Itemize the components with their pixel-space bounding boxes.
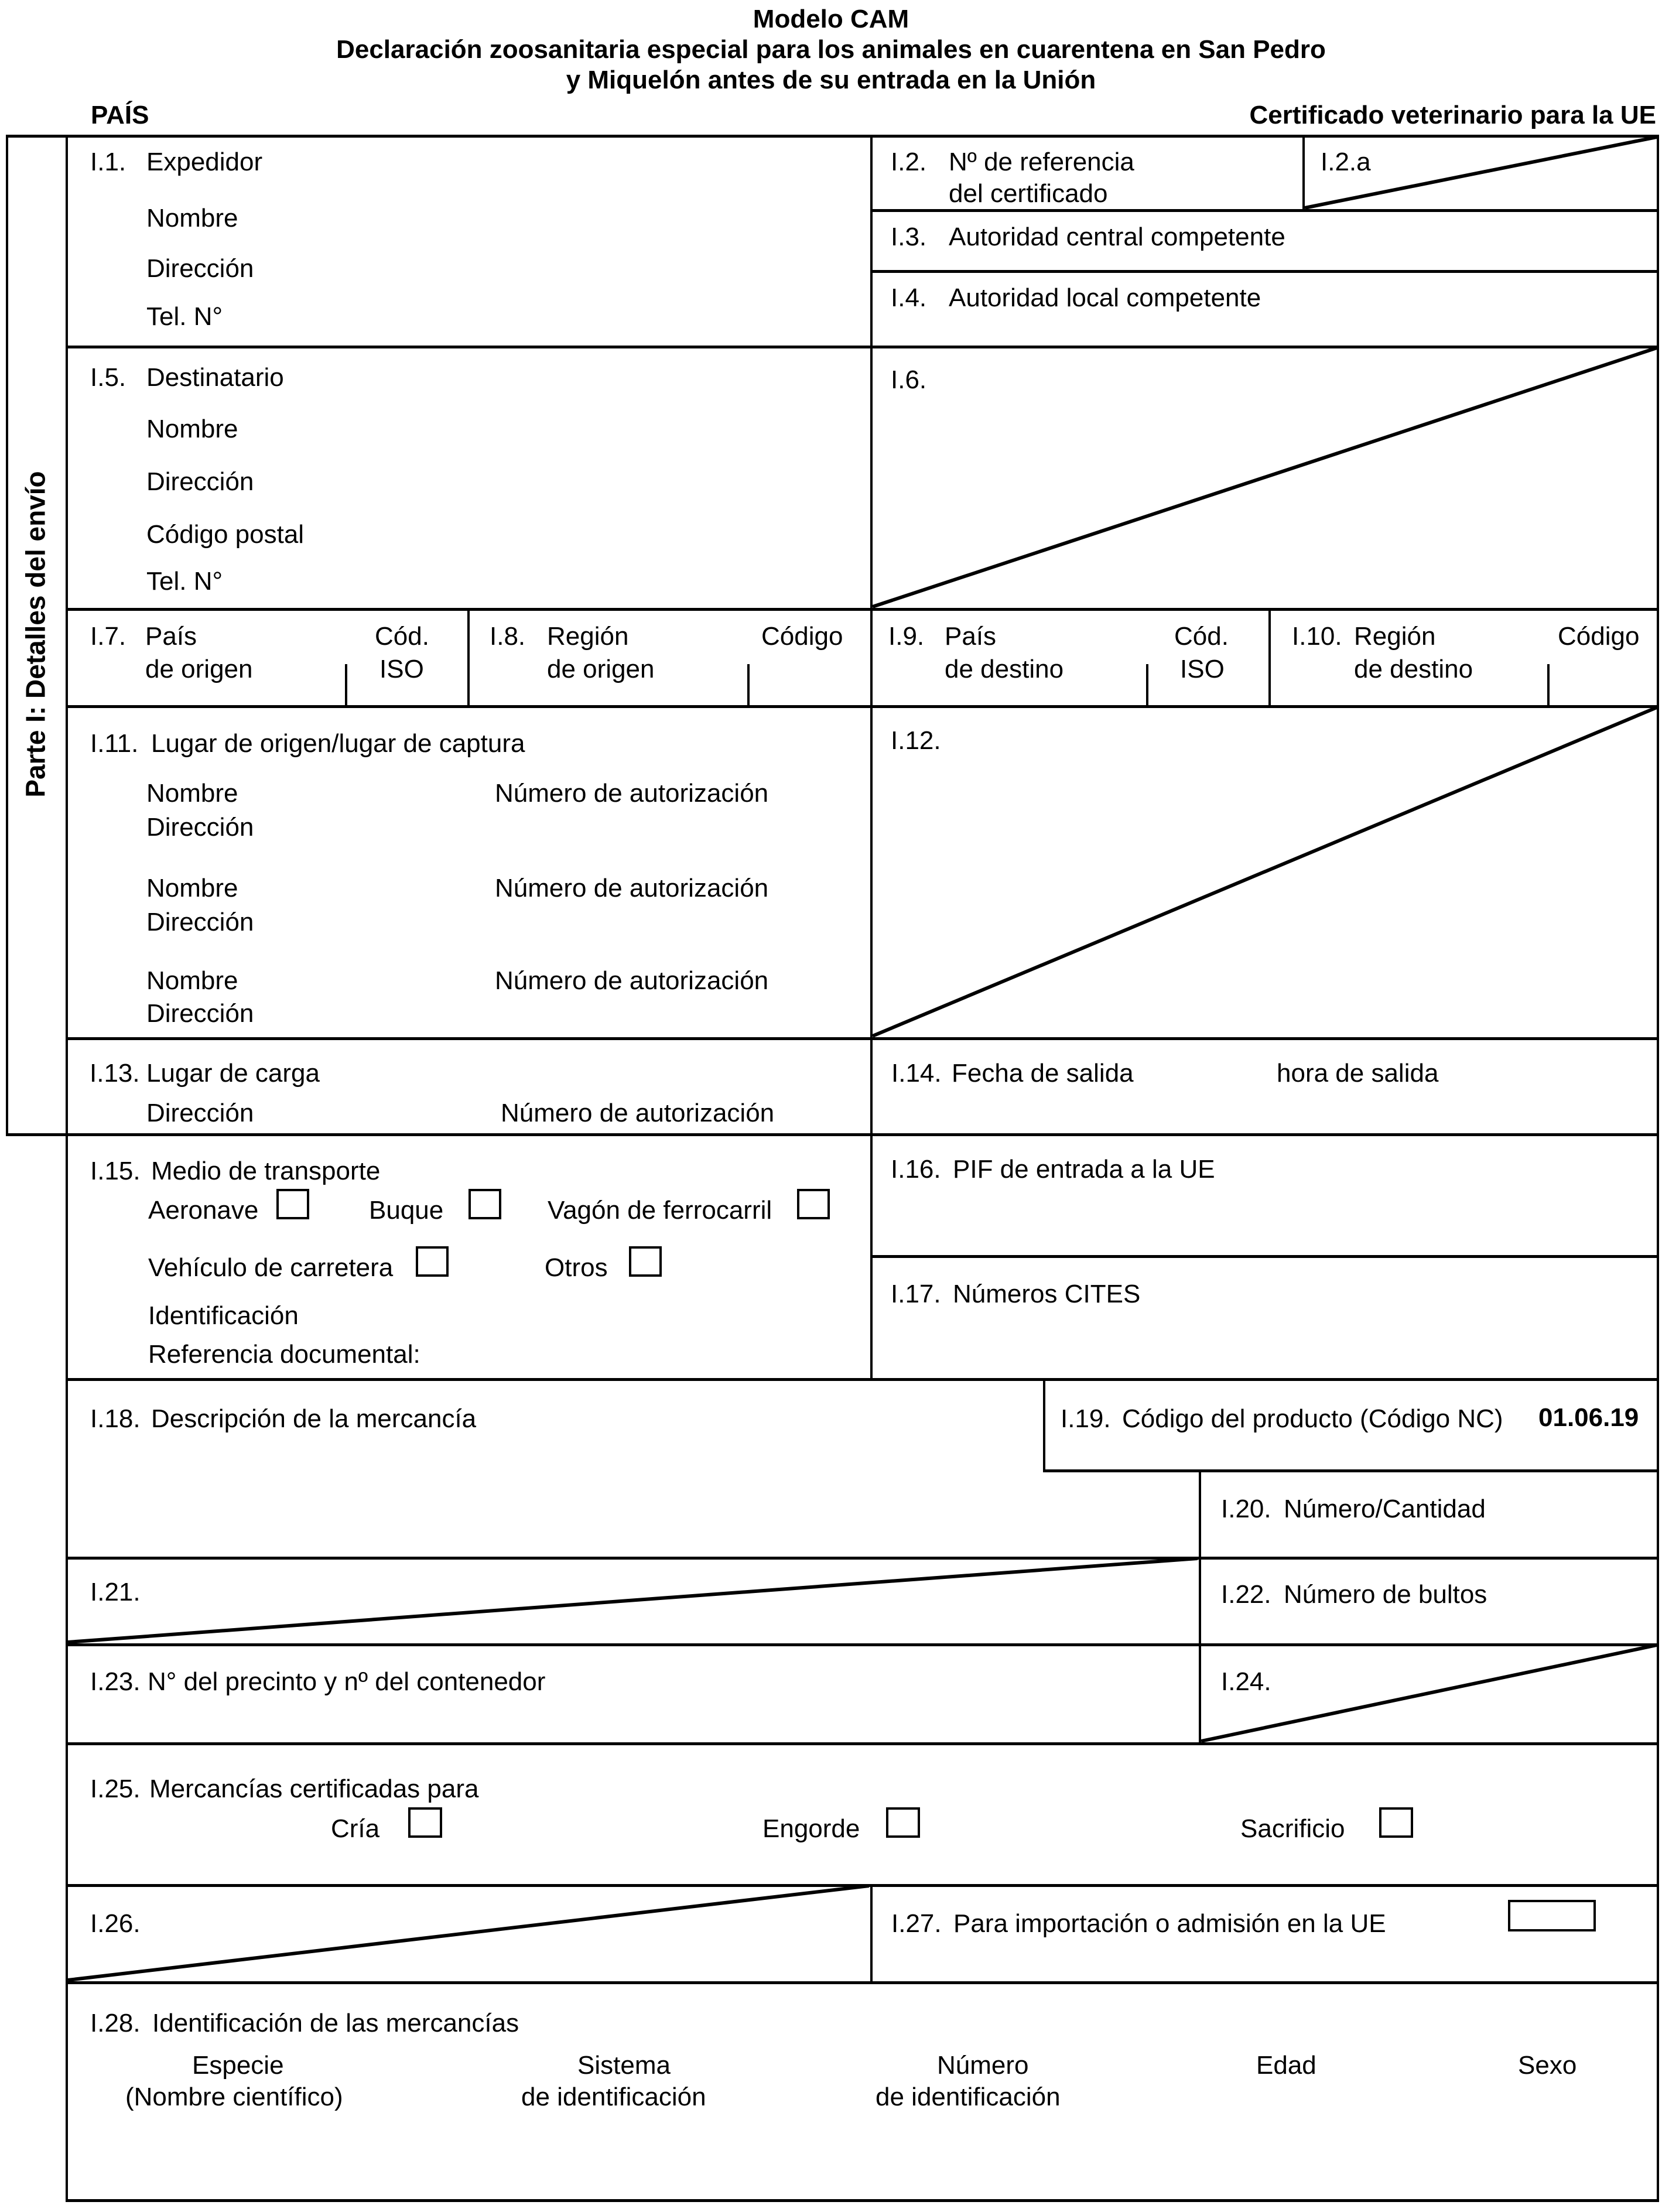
field-i13-number: I.13. — [90, 1059, 140, 1088]
field-i9-code-line2: ISO — [1180, 655, 1225, 683]
road-vehicle-label: Vehículo de carretera — [148, 1253, 394, 1282]
slaughter-label: Sacrificio — [1240, 1814, 1345, 1843]
field-i21-number: I.21. — [90, 1578, 141, 1606]
field-i7-label-line1: País — [145, 622, 197, 651]
other-label: Otros — [545, 1253, 608, 1282]
field-i5-label: Destinatario — [146, 363, 284, 392]
field-i1-address-label: Dirección — [146, 254, 254, 283]
fattening-checkbox[interactable] — [886, 1807, 920, 1838]
field-i13-address-label: Dirección — [146, 1099, 254, 1127]
form-model-title: Modelo CAM — [753, 5, 909, 33]
field-i16-number: I.16. — [891, 1155, 941, 1184]
field-i28-number: I.28. — [90, 2009, 141, 2037]
breeding-label: Cría — [331, 1814, 380, 1843]
field-i10-number: I.10. — [1292, 622, 1342, 651]
field-i11-label: Lugar de origen/lugar de captura — [151, 729, 525, 758]
field-i3-number: I.3. — [891, 223, 927, 251]
field-i8-code-label: Código — [761, 622, 843, 651]
breeding-checkbox[interactable] — [408, 1807, 442, 1838]
field-i10-label-line1: Región — [1354, 622, 1436, 651]
field-i8-label-line1: Región — [547, 622, 629, 651]
field-i4-label: Autoridad local competente — [949, 283, 1261, 312]
field-i11-name2-label: Nombre — [146, 874, 238, 902]
col-species-line2: (Nombre científico) — [125, 2083, 343, 2111]
railway-label: Vagón de ferrocarril — [548, 1196, 772, 1225]
certificate-label: Certificado veterinario para la UE — [1249, 101, 1656, 129]
field-i19-number: I.19. — [1061, 1404, 1111, 1433]
field-i10-label-line2: de destino — [1354, 655, 1473, 683]
field-i23-label: N° del precinto y nº del contenedor — [148, 1667, 546, 1696]
col-system-line2: de identificación — [521, 2083, 706, 2111]
ship-label: Buque — [369, 1196, 444, 1225]
col-number-line2: de identificación — [876, 2083, 1061, 2111]
col-system-line1: Sistema — [577, 2051, 671, 2080]
col-age-label: Edad — [1256, 2051, 1316, 2080]
field-i19-value: 01.06.19 — [1538, 1403, 1639, 1432]
field-i4-number: I.4. — [891, 283, 927, 312]
field-i8-label-line2: de origen — [547, 655, 655, 683]
field-i7-code-line1: Cód. — [375, 622, 429, 651]
col-sex-label: Sexo — [1518, 2051, 1577, 2080]
field-i5-name-label: Nombre — [146, 415, 238, 443]
ship-checkbox[interactable] — [468, 1189, 501, 1219]
field-i15-number: I.15. — [90, 1157, 141, 1185]
field-i27-number: I.27. — [891, 1909, 942, 1938]
field-i18-number: I.18. — [90, 1404, 141, 1433]
country-label: PAÍS — [91, 101, 149, 129]
field-i17-number: I.17. — [891, 1280, 941, 1308]
field-i17-label: Números CITES — [953, 1280, 1141, 1308]
road-vehicle-checkbox[interactable] — [416, 1246, 449, 1277]
field-i1-number: I.1. — [90, 148, 126, 176]
field-i11-auth1-label: Número de autorización — [495, 779, 769, 808]
slaughter-checkbox[interactable] — [1379, 1807, 1413, 1838]
col-species-line1: Especie — [192, 2051, 284, 2080]
field-i11-name3-label: Nombre — [146, 966, 238, 995]
field-i5-postal-label: Código postal — [146, 520, 305, 549]
diagonal-i21 — [68, 1558, 1198, 1642]
field-i5-number: I.5. — [90, 363, 126, 392]
field-i25-number: I.25. — [90, 1775, 141, 1803]
field-i9-label-line2: de destino — [945, 655, 1064, 683]
field-i11-address2-label: Dirección — [146, 908, 254, 936]
fattening-label: Engorde — [762, 1814, 860, 1843]
field-i15-label: Medio de transporte — [151, 1157, 381, 1185]
field-i14-number: I.14. — [891, 1059, 942, 1088]
field-i28-label: Identificación de las mercancías — [152, 2009, 519, 2037]
field-i11-auth2-label: Número de autorización — [495, 874, 769, 902]
field-i11-name1-label: Nombre — [146, 779, 238, 808]
field-i5-address-label: Dirección — [146, 467, 254, 496]
diagonal-i26 — [68, 1886, 869, 1980]
aircraft-checkbox[interactable] — [276, 1189, 309, 1219]
field-i8-number: I.8. — [490, 622, 526, 651]
field-i13-label: Lugar de carga — [146, 1059, 320, 1088]
field-i23-number: I.23. — [90, 1667, 141, 1696]
field-i2-number: I.2. — [891, 148, 927, 176]
field-i2a-number: I.2.a — [1321, 148, 1371, 176]
field-i10-code-label: Código — [1558, 622, 1640, 651]
field-i14-label2: hora de salida — [1277, 1059, 1439, 1088]
field-i11-address3-label: Dirección — [146, 999, 254, 1028]
field-i2-label-line1: Nº de referencia — [949, 148, 1134, 176]
field-i5-tel-label: Tel. N° — [146, 567, 223, 596]
field-i7-number: I.7. — [90, 622, 126, 651]
field-i7-label-line2: de origen — [145, 655, 253, 683]
field-i14-label: Fecha de salida — [952, 1059, 1134, 1088]
field-i11-auth3-label: Número de autorización — [495, 966, 769, 995]
import-admission-checkbox[interactable] — [1508, 1900, 1596, 1931]
field-i24-number: I.24. — [1221, 1667, 1271, 1696]
form-title-line1: Declaración zoosanitaria especial para los animales en cuarentena en San Pedro — [336, 35, 1326, 64]
field-i1-name-label: Nombre — [146, 204, 238, 233]
field-i18-label: Descripción de la mercancía — [151, 1404, 477, 1433]
diagonal-i12 — [873, 707, 1657, 1036]
field-i9-label-line1: País — [945, 622, 997, 651]
field-i6-number: I.6. — [891, 365, 927, 394]
diagonal-i6 — [873, 348, 1657, 607]
identification-label: Identificación — [148, 1301, 299, 1330]
aircraft-label: Aeronave — [148, 1196, 259, 1225]
field-i26-number: I.26. — [90, 1909, 141, 1938]
field-i25-label: Mercancías certificadas para — [149, 1775, 479, 1803]
field-i27-label: Para importación o admisión en la UE — [953, 1909, 1386, 1938]
field-i13-auth-label: Número de autorización — [501, 1099, 775, 1127]
field-i9-code-line1: Cód. — [1174, 622, 1229, 651]
field-i20-label: Número/Cantidad — [1284, 1495, 1486, 1523]
field-i11-number: I.11. — [90, 729, 139, 758]
other-checkbox[interactable] — [629, 1246, 662, 1277]
field-i20-number: I.20. — [1221, 1495, 1271, 1523]
field-i16-label: PIF de entrada a la UE — [953, 1155, 1215, 1184]
field-i19-label: Código del producto (Código NC) — [1122, 1404, 1503, 1433]
railway-checkbox[interactable] — [797, 1189, 830, 1219]
field-i12-number: I.12. — [891, 726, 941, 755]
col-number-line1: Número — [937, 2051, 1029, 2080]
field-i7-code-line2: ISO — [379, 655, 424, 683]
field-i9-number: I.9. — [888, 622, 925, 651]
field-i1-label: Expedidor — [146, 148, 263, 176]
field-i3-label: Autoridad central competente — [949, 223, 1285, 251]
form-title-line2: y Miquelón antes de su entrada en la Unión — [566, 66, 1096, 94]
part1-sidebar-label: Parte I: Detalles del envío — [20, 470, 52, 798]
field-i22-number: I.22. — [1221, 1580, 1271, 1609]
field-i11-address1-label: Dirección — [146, 813, 254, 842]
field-i22-label: Número de bultos — [1284, 1580, 1487, 1609]
field-i2-label-line2: del certificado — [949, 179, 1108, 208]
doc-reference-label: Referencia documental: — [148, 1340, 420, 1369]
field-i1-tel-label: Tel. N° — [146, 302, 223, 331]
